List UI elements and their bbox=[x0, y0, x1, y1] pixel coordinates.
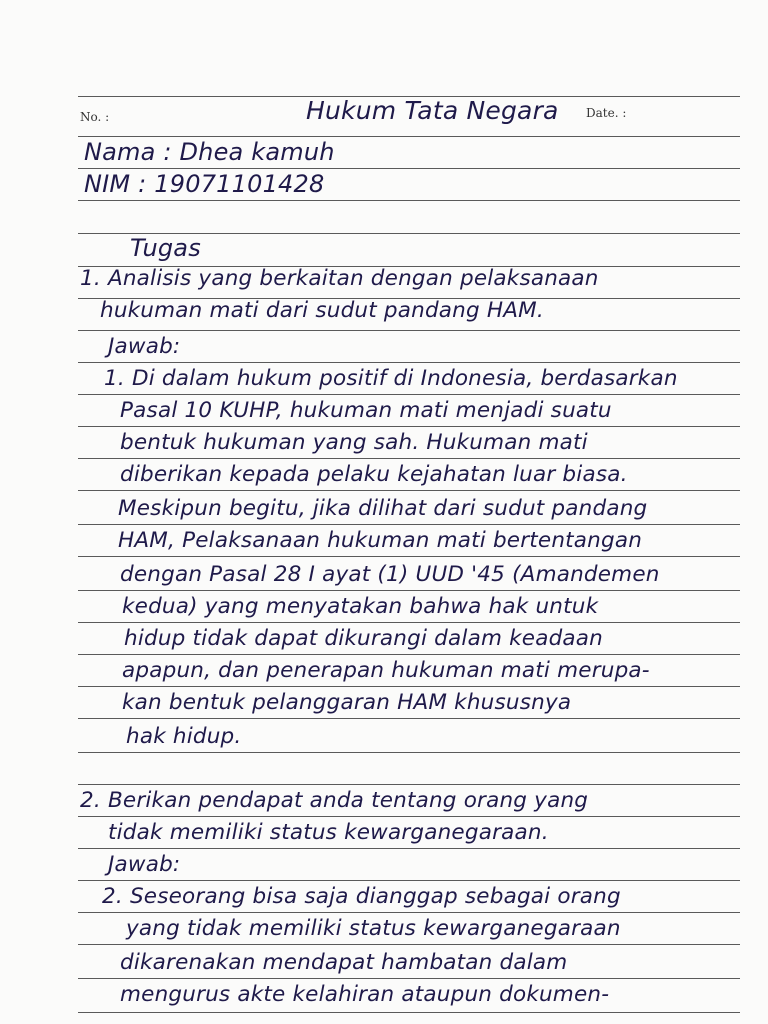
answer-1-label: Jawab: bbox=[108, 334, 181, 359]
answer-1-line-7: dengan Pasal 28 I ayat (1) UUD '45 (Amandemen bbox=[120, 562, 660, 587]
student-name: Nama : Dhea kamuh bbox=[84, 138, 335, 166]
student-nim: NIM : 19071101428 bbox=[84, 170, 325, 198]
ruled-line bbox=[78, 556, 740, 557]
answer-2-line-2: yang tidak memiliki status kewarganegaraan bbox=[126, 916, 621, 941]
ruled-line bbox=[78, 848, 740, 849]
answer-1-line-6: HAM, Pelaksanaan hukuman mati bertentangan bbox=[118, 528, 643, 553]
answer-1-line-5: Meskipun begitu, jika dilihat dari sudut pandang bbox=[118, 496, 648, 521]
question-1-line-1: 1. Analisis yang berkaitan dengan pelaksanaan bbox=[80, 266, 599, 291]
ruled-line bbox=[78, 330, 740, 331]
ruled-line bbox=[78, 880, 740, 881]
answer-1-line-1: 1. Di dalam hukum positif di Indonesia, berdasarkan bbox=[104, 366, 678, 391]
ruled-line bbox=[78, 200, 740, 201]
ruled-line bbox=[78, 168, 740, 169]
question-2-line-2: tidak memiliki status kewarganegaraan. bbox=[108, 820, 549, 845]
ruled-line bbox=[78, 524, 740, 525]
answer-1-line-2: Pasal 10 KUHP, hukuman mati menjadi suatu bbox=[120, 398, 612, 423]
question-2-line-1: 2. Berikan pendapat anda tentang orang yang bbox=[80, 788, 589, 813]
ruled-line bbox=[78, 816, 740, 817]
answer-2-line-4: mengurus akte kelahiran ataupun dokumen- bbox=[120, 982, 610, 1007]
answer-1-line-12: hak hidup. bbox=[126, 724, 242, 749]
no-label: No. : bbox=[80, 110, 110, 124]
ruled-line bbox=[78, 686, 740, 687]
ruled-line bbox=[78, 654, 740, 655]
ruled-line bbox=[78, 394, 740, 395]
ruled-line bbox=[78, 136, 740, 137]
ruled-line bbox=[78, 784, 740, 785]
answer-2-line-3: dikarenakan mendapat hambatan dalam bbox=[120, 950, 568, 975]
ruled-line bbox=[78, 622, 740, 623]
page-title: Hukum Tata Negara bbox=[306, 96, 559, 125]
ruled-line bbox=[78, 458, 740, 459]
ruled-line bbox=[78, 1012, 740, 1013]
answer-1-line-8: kedua) yang menyatakan bahwa hak untuk bbox=[122, 594, 599, 619]
ruled-line bbox=[78, 426, 740, 427]
question-1-line-2: hukuman mati dari sudut pandang HAM. bbox=[100, 298, 544, 323]
answer-1-line-9: hidup tidak dapat dikurangi dalam keadaan bbox=[124, 626, 603, 651]
answer-1-line-10: apapun, dan penerapan hukuman mati merupa- bbox=[122, 658, 650, 683]
ruled-line bbox=[78, 718, 740, 719]
section-heading: Tugas bbox=[130, 234, 201, 262]
ruled-line bbox=[78, 490, 740, 491]
answer-1-line-4: diberikan kepada pelaku kejahatan luar biasa. bbox=[120, 462, 628, 487]
ruled-line bbox=[78, 362, 740, 363]
date-label: Date. : bbox=[586, 106, 627, 120]
ruled-line bbox=[78, 590, 740, 591]
answer-1-line-3: bentuk hukuman yang sah. Hukuman mati bbox=[120, 430, 588, 455]
ruled-line bbox=[78, 944, 740, 945]
answer-2-label: Jawab: bbox=[108, 852, 181, 877]
answer-2-line-1: 2. Seseorang bisa saja dianggap sebagai orang bbox=[102, 884, 621, 909]
answer-1-line-11: kan bentuk pelanggaran HAM khususnya bbox=[122, 690, 572, 715]
ruled-line bbox=[78, 978, 740, 979]
ruled-line bbox=[78, 912, 740, 913]
ruled-line bbox=[78, 752, 740, 753]
